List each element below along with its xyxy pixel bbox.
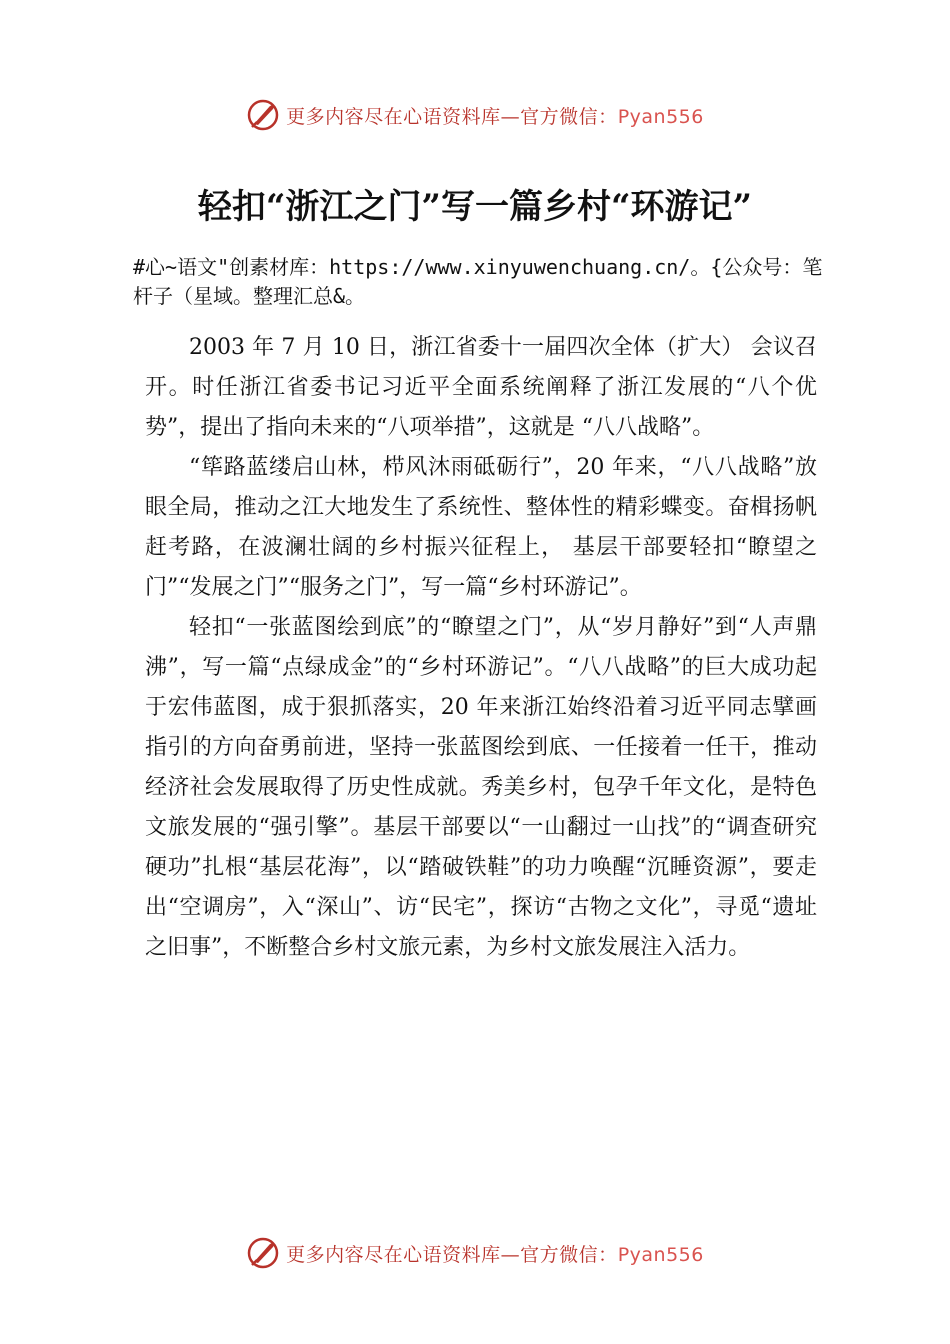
quill-seal-icon — [246, 98, 280, 132]
source-line: #心~语文"创素材库：https://www.xinyuwenchuang.cn/。{公众号：笔杆子（星域。整理汇总&。 — [133, 255, 823, 308]
banner-dash: — — [500, 105, 521, 128]
banner-text — [286, 102, 704, 129]
banner-dash: — — [500, 1243, 521, 1266]
banner-official-label: 官方微信： — [520, 1243, 618, 1266]
banner-text — [286, 1240, 704, 1267]
quill-seal-icon — [246, 1236, 280, 1270]
paragraph: “筚路蓝缕启山林，栉风沐雨砥砺行”，20 年来，“八八战略”放眼全局，推动之江大地发生了系统性、整体性的精彩蝶变。奋楫扬帆赶考路，在波澜壮阔的乡村振兴征程上， 基层干部要轻扣“瞭望之门”“发展之门”“服务之门”，写一篇“乡村环游记”。 — [145, 455, 817, 600]
banner-tagline: 更多内容尽在心语资料库 — [286, 1243, 501, 1266]
footer-banner — [0, 1233, 950, 1273]
document-body — [145, 328, 817, 968]
header-banner — [0, 95, 950, 135]
document-title: 轻扣“浙江之门”写一篇乡村“环游记” — [197, 187, 753, 227]
banner-official-label: 官方微信： — [520, 105, 618, 128]
paragraph: 2003 年 7 月 10 日，浙江省委十一届四次全体（扩大） 会议召开。时任浙江省委书记习近平全面系统阐释了浙江发展的“八个优势”，提出了指向未来的“八项举措”，这就是 “八八战略”。 — [145, 335, 817, 440]
paragraph: 轻扣“一张蓝图绘到底”的“瞭望之门”，从“岁月静好”到“人声鼎沸”，写一篇“点绿成金”的“乡村环游记”。“八八战略”的巨大成功起于宏伟蓝图，成于狠抓落实，20 年来浙江始终沿着习近平同志擘画指引的方向奋勇前进，坚持一张蓝图绘到底、一任接着一任干，推动经济社会发展取得了历史性成就。秀美乡村，包孕千年文化，是特色文旅发展的“强引擎”。基层干部要以“一山翻过一山找”的“调查研究硬功”扎根“基层花海”，以“踏破铁鞋”的功力唤醒“沉睡资源”，要走出“空调房”，入“深山”、访“民宅”，探访“古物之文化”，寻觅“遗址之旧事”，不断整合乡村文旅元素，为乡村文旅发展注入活力。 — [145, 615, 817, 960]
banner-tagline: 更多内容尽在心语资料库 — [286, 105, 501, 128]
banner-wechat-id: Pyan556 — [617, 105, 704, 128]
banner-wechat-id: Pyan556 — [617, 1243, 704, 1266]
